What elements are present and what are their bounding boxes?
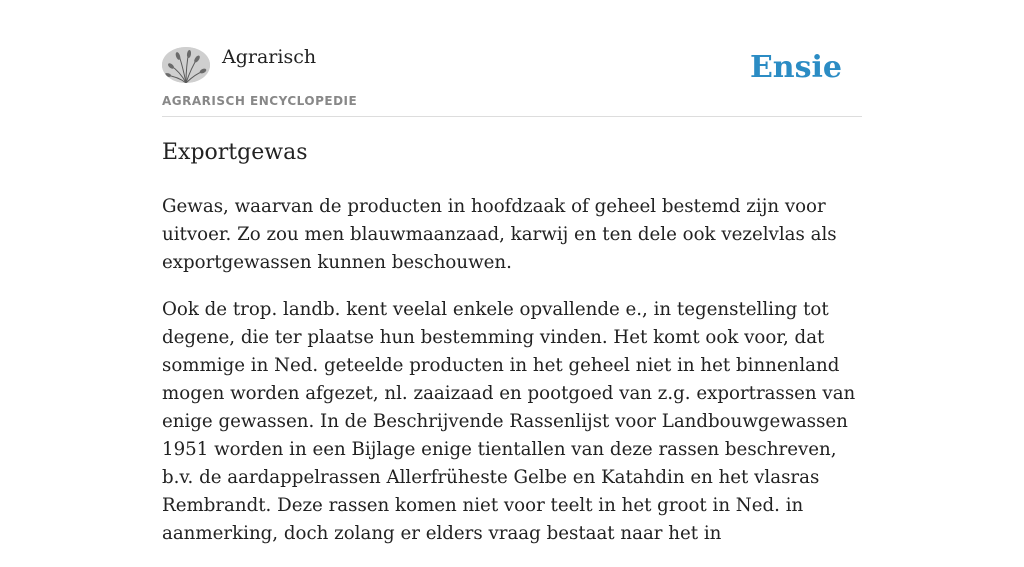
page: [162, 0, 862, 544]
site-header: [162, 0, 862, 117]
entry-body: [162, 193, 862, 567]
site-subtitle: AGRARISCH ENCYCLOPEDIE: [162, 94, 358, 108]
entry-title: Exportgewas: [162, 140, 308, 165]
entry-paragraph: Gewas, waarvan de producten in hoofdzaak of geheel bestemd zijn voor uitvoer. Zo zou men blauwmaanzaad, karwij en ten dele ook vezelvlas als exportgewassen kunnen beschouwen.: [162, 196, 837, 273]
entry-paragraph: Ook de trop. landb. kent veelal enkele opvallende e., in tegenstelling tot degene, die ter plaatse hun bestemming vinden. Het komt ook voor, dat sommige in Ned. geteelde producten in het geheel niet in het binnenland mogen worden afgezet, nl. zaaizaad en pootgoed van z.g. exportrassen van enige gewassen. In de Beschrijvende Rassenlijst voor Landbouwgewassen 1951 worden in een Bijlage enige tientallen van deze rassen beschreven, b.v. de aardappelrassen Allerfrüheste Gelbe en Katahdin en het vlasras Rembrandt. Deze rassen komen niet voor teelt in het groot in Ned. in aanmerking, doch zolang er elders vraag bestaat naar het in: [162, 299, 856, 544]
site-name[interactable]: Agrarisch: [222, 46, 317, 68]
brand-logo-link[interactable]: Ensie: [749, 50, 842, 85]
wheat-logo-icon[interactable]: [162, 47, 210, 83]
